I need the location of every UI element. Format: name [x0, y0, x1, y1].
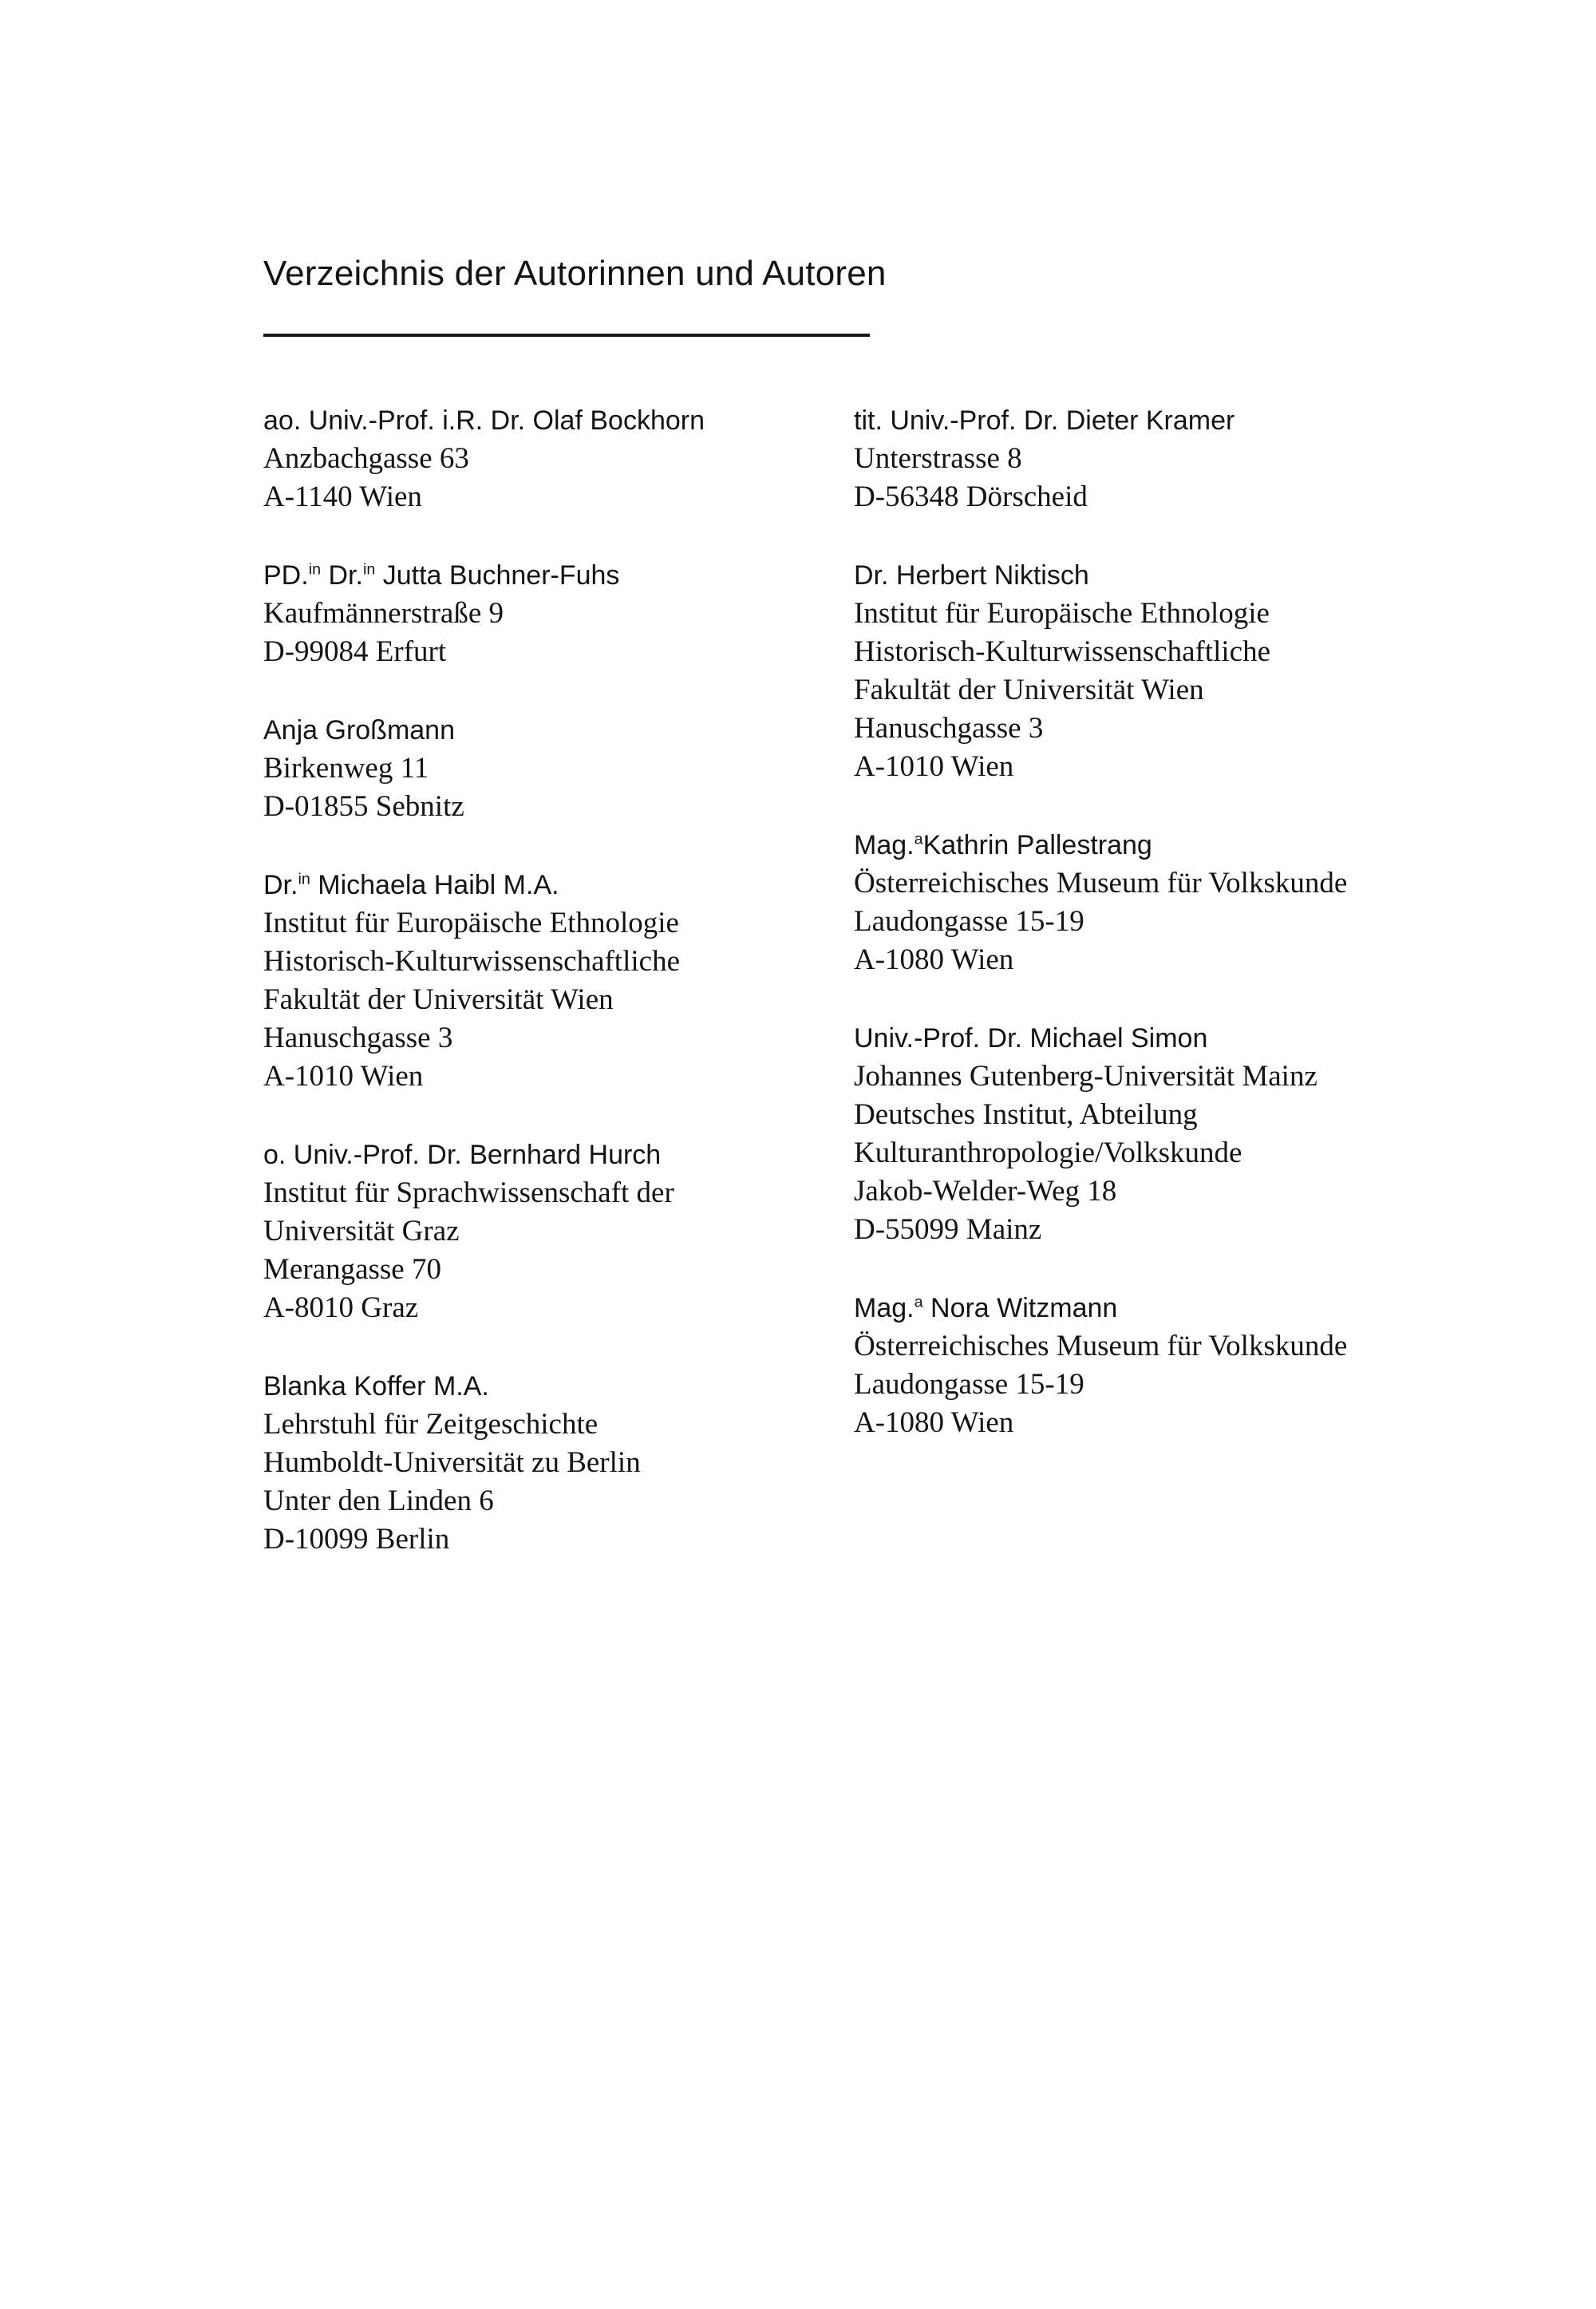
author-entry — [854, 401, 1444, 516]
author-entry — [854, 556, 1444, 786]
author-name: Anja Großmann — [263, 715, 455, 745]
author-name: o. Univ.-Prof. Dr. Bernhard Hurch — [263, 1140, 662, 1170]
address-line: Unterstrasse 8 — [854, 442, 1022, 475]
address-line: Jakob-Welder-Weg 18 — [854, 1175, 1117, 1208]
address-line: Hanuschgasse 3 — [854, 712, 1044, 745]
address-line: Historisch-Kulturwissenschaftliche — [854, 635, 1270, 668]
address-line: Fakultät der Universität Wien — [263, 983, 614, 1016]
address-line: A-1010 Wien — [263, 1060, 424, 1093]
author-entry — [263, 866, 854, 1096]
address-line: Österreichisches Museum für Volkskunde — [854, 1330, 1348, 1362]
author-name: Univ.-Prof. Dr. Michael Simon — [854, 1023, 1208, 1054]
address-line: Deutsches Institut, Abteilung — [854, 1098, 1198, 1131]
author-entry — [263, 556, 854, 671]
address-line: Birkenweg 11 — [263, 752, 429, 785]
author-name: Dr.$^{in}$ Michaela Haibl M.A. — [263, 870, 559, 900]
address-line: Kaufmännerstraße 9 — [263, 597, 504, 630]
address-line: Institut für Europäische Ethnologie — [263, 907, 679, 939]
author-name: tit. Univ.-Prof. Dr. Dieter Kramer — [854, 405, 1235, 436]
author-name: ao. Univ.-Prof. i.R. Dr. Olaf Bockhorn — [263, 405, 705, 436]
address-line: D-99084 Erfurt — [263, 635, 447, 668]
address-line: Fakultät der Universität Wien — [854, 674, 1204, 706]
author-entry — [263, 1136, 854, 1327]
page-content — [263, 252, 1508, 1599]
address-line: Universität Graz — [263, 1215, 460, 1247]
address-line: Historisch-Kulturwissenschaftliche — [263, 945, 680, 978]
address-line: D-10099 Berlin — [263, 1523, 450, 1556]
address-line: Humboldt-Universität zu Berlin — [263, 1446, 641, 1479]
right-column — [854, 401, 1444, 1599]
author-name: Mag.$^a$ Nora Witzmann — [854, 1293, 1118, 1323]
author-directory — [263, 401, 1508, 1599]
address-line: A-1080 Wien — [854, 943, 1014, 976]
author-entry — [263, 1367, 854, 1559]
address-line: Johannes Gutenberg-Universität Mainz — [854, 1060, 1317, 1093]
address-line: Lehrstuhl für Zeitgeschichte — [263, 1408, 598, 1441]
address-line: Laudongasse 15-19 — [854, 905, 1084, 938]
address-line: Institut für Sprachwissenschaft der — [263, 1176, 674, 1209]
address-line: Anzbachgasse 63 — [263, 442, 469, 475]
author-name: Dr. Herbert Niktisch — [854, 560, 1089, 591]
address-line: Unter den Linden 6 — [263, 1485, 494, 1517]
left-column — [263, 401, 854, 1599]
author-entry — [263, 401, 854, 516]
author-name: Mag.$^a$Kathrin Pallestrang — [854, 830, 1152, 860]
address-line: D-56348 Dörscheid — [854, 480, 1088, 513]
author-name: Blanka Koffer M.A. — [263, 1371, 489, 1402]
author-entry — [263, 711, 854, 826]
address-line: Österreichisches Museum für Volkskunde — [854, 867, 1348, 899]
address-line: Kulturanthropologie/Volkskunde — [854, 1137, 1242, 1169]
title-rule — [263, 334, 870, 337]
author-name: PD.$^{in}$ Dr.$^{in}$ Jutta Buchner-Fuhs — [263, 560, 620, 591]
author-entry — [854, 826, 1444, 979]
address-line: D-55099 Mainz — [854, 1213, 1042, 1246]
address-line: A-1140 Wien — [263, 480, 422, 513]
address-line: Institut für Europäische Ethnologie — [854, 597, 1270, 630]
address-line: Hanuschgasse 3 — [263, 1022, 453, 1054]
author-entry — [854, 1289, 1444, 1442]
address-line: Merangasse 70 — [263, 1253, 441, 1286]
address-line: A-8010 Graz — [263, 1291, 419, 1324]
page-title: Verzeichnis der Autorinnen und Autoren — [263, 254, 887, 293]
address-line: A-1080 Wien — [854, 1406, 1014, 1439]
address-line: A-1010 Wien — [854, 750, 1014, 783]
author-entry — [854, 1019, 1444, 1249]
address-line: D-01855 Sebnitz — [263, 790, 464, 823]
address-line: Laudongasse 15-19 — [854, 1368, 1084, 1401]
